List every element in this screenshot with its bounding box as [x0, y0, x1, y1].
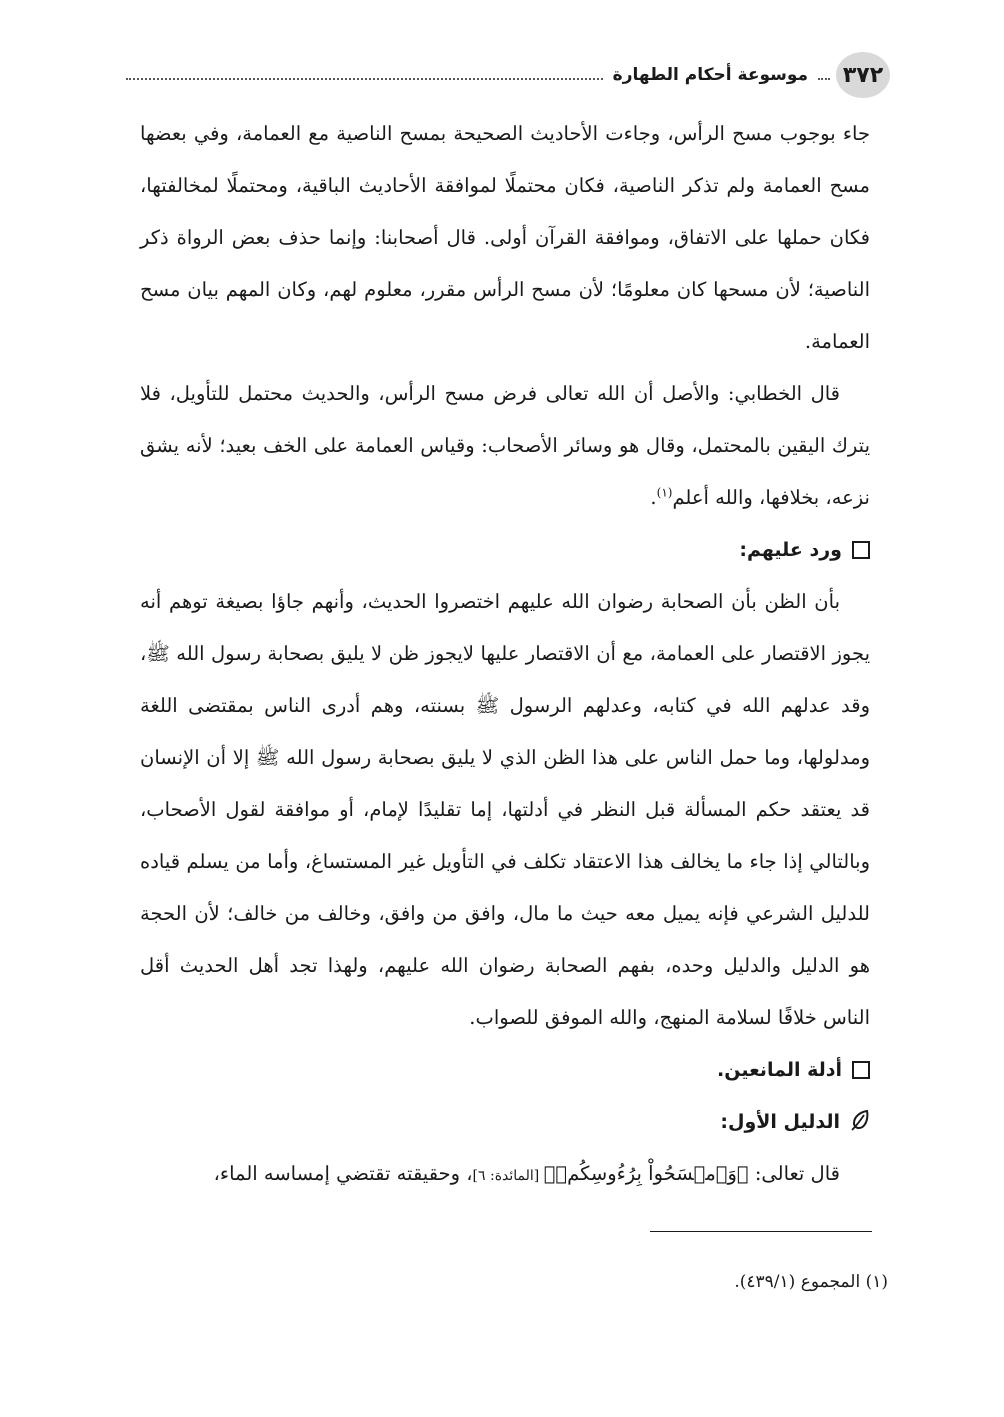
verse-reference: [المائدة: ٦]: [472, 1168, 544, 1184]
book-title: موسوعة أحكام الطهارة: [612, 65, 808, 85]
square-bullet-icon: [852, 1061, 870, 1079]
paragraph-4: [140, 1148, 870, 1202]
paragraph-2: [140, 368, 870, 524]
paragraph-4-end: ، وحقيقته تقتضي إمساسه الماء،: [213, 1162, 473, 1185]
paragraph-1: جاء بوجوب مسح الرأس، وجاءت الأحاديث الصحيحة بمسح الناصية مع العمامة، وفي بعضها مسح العمامة ولم تذكر الناصية، فكان محتملًا لموافقة الأحاديث الباقية، ومحتملًا لمخالفتها، فكان حملها على الاتفاق، وموافقة القرآن أولى. قال أصحابنا: وإنما حذف بعض الرواة ذكر الناصية؛ لأن مسحها كان معلومًا؛ لأن مسح الرأس مقرر، معلوم لهم، وكان المهم بيان مسح العمامة.: [140, 122, 870, 353]
paragraph-4-start: قال تعالى:: [748, 1162, 840, 1185]
page-body: [140, 108, 870, 1202]
page-header: [120, 50, 890, 100]
heading-first-evidence-text: الدليل الأول:: [720, 1111, 840, 1133]
section-heading-rebuttal: [140, 524, 870, 576]
footnote-separator: [650, 1231, 872, 1232]
paragraph-2-text: قال الخطابي: والأصل أن الله تعالى فرض مسح الرأس، والحديث محتمل للتأويل، فلا يترك اليقين بالمحتمل، وقال هو وسائر الأصحاب: وقياس العمامة على الخف بعيد؛ لأنه يشق نزعه، بخلافها، والله أعلم: [140, 382, 870, 509]
leaf-ornament-icon: [850, 1109, 870, 1136]
footnote-text: المجموع (٤٣٩/١).: [734, 1272, 861, 1292]
footnote-marker: (١): [656, 485, 673, 500]
paragraph-3: بأن الظن بأن الصحابة رضوان الله عليهم اختصروا الحديث، وأنهم جاؤا بصيغة توهم أنه يجوز الاقتصار على العمامة، مع أن الاقتصار عليها لايجوز ظن لا يليق بصحابة رسول الله ﷺ، وقد عدلهم الله في كتابه، وعدلهم الرسول ﷺ بسنته، وهم أدرى الناس بمقتضى اللغة ومدلولها، وما حمل الناس على هذا الظن الذي لا يليق بصحابة رسول الله ﷺ إلا أن الإنسان قد يعتقد حكم المسألة قبل النظر في أدلتها، إما تقليدًا لإمام، أو موافقة لقول الأصحاب، وبالتالي إذا جاء ما يخالف هذا الاعتقاد تكلف في التأويل غير المستساغ، وأما من يسلم قياده للدليل الشرعي فإنه يميل معه حيث ما مال، وافق من وافق، وخالف من خالف؛ لأن الحجة هو الدليل والدليل وحده، بفهم الصحابة رضوان الله عليهم، ولهذا تجد أهل الحديث أقل الناس خلافًا لسلامة المنهج، والله الموفق للصواب.: [140, 590, 870, 1029]
heading-opponents-text: أدلة المانعين.: [717, 1059, 842, 1081]
square-bullet-icon: [852, 541, 870, 559]
quran-verse: ﴿وَٱمۡسَحُواْ بِرُءُوسِكُمۡ﴾: [543, 1162, 749, 1185]
header-dots-left: [126, 78, 603, 80]
page-number: ٣٧٢: [836, 52, 890, 98]
heading-rebuttal-text: ورد عليهم:: [739, 539, 842, 561]
header-dots-right: [818, 78, 830, 80]
footnote: [140, 1268, 888, 1296]
section-heading-first-evidence: [140, 1096, 870, 1148]
section-heading-opponents: [140, 1044, 870, 1096]
footnote-number: (١): [865, 1272, 888, 1292]
paragraph-2-end: .: [650, 486, 657, 509]
